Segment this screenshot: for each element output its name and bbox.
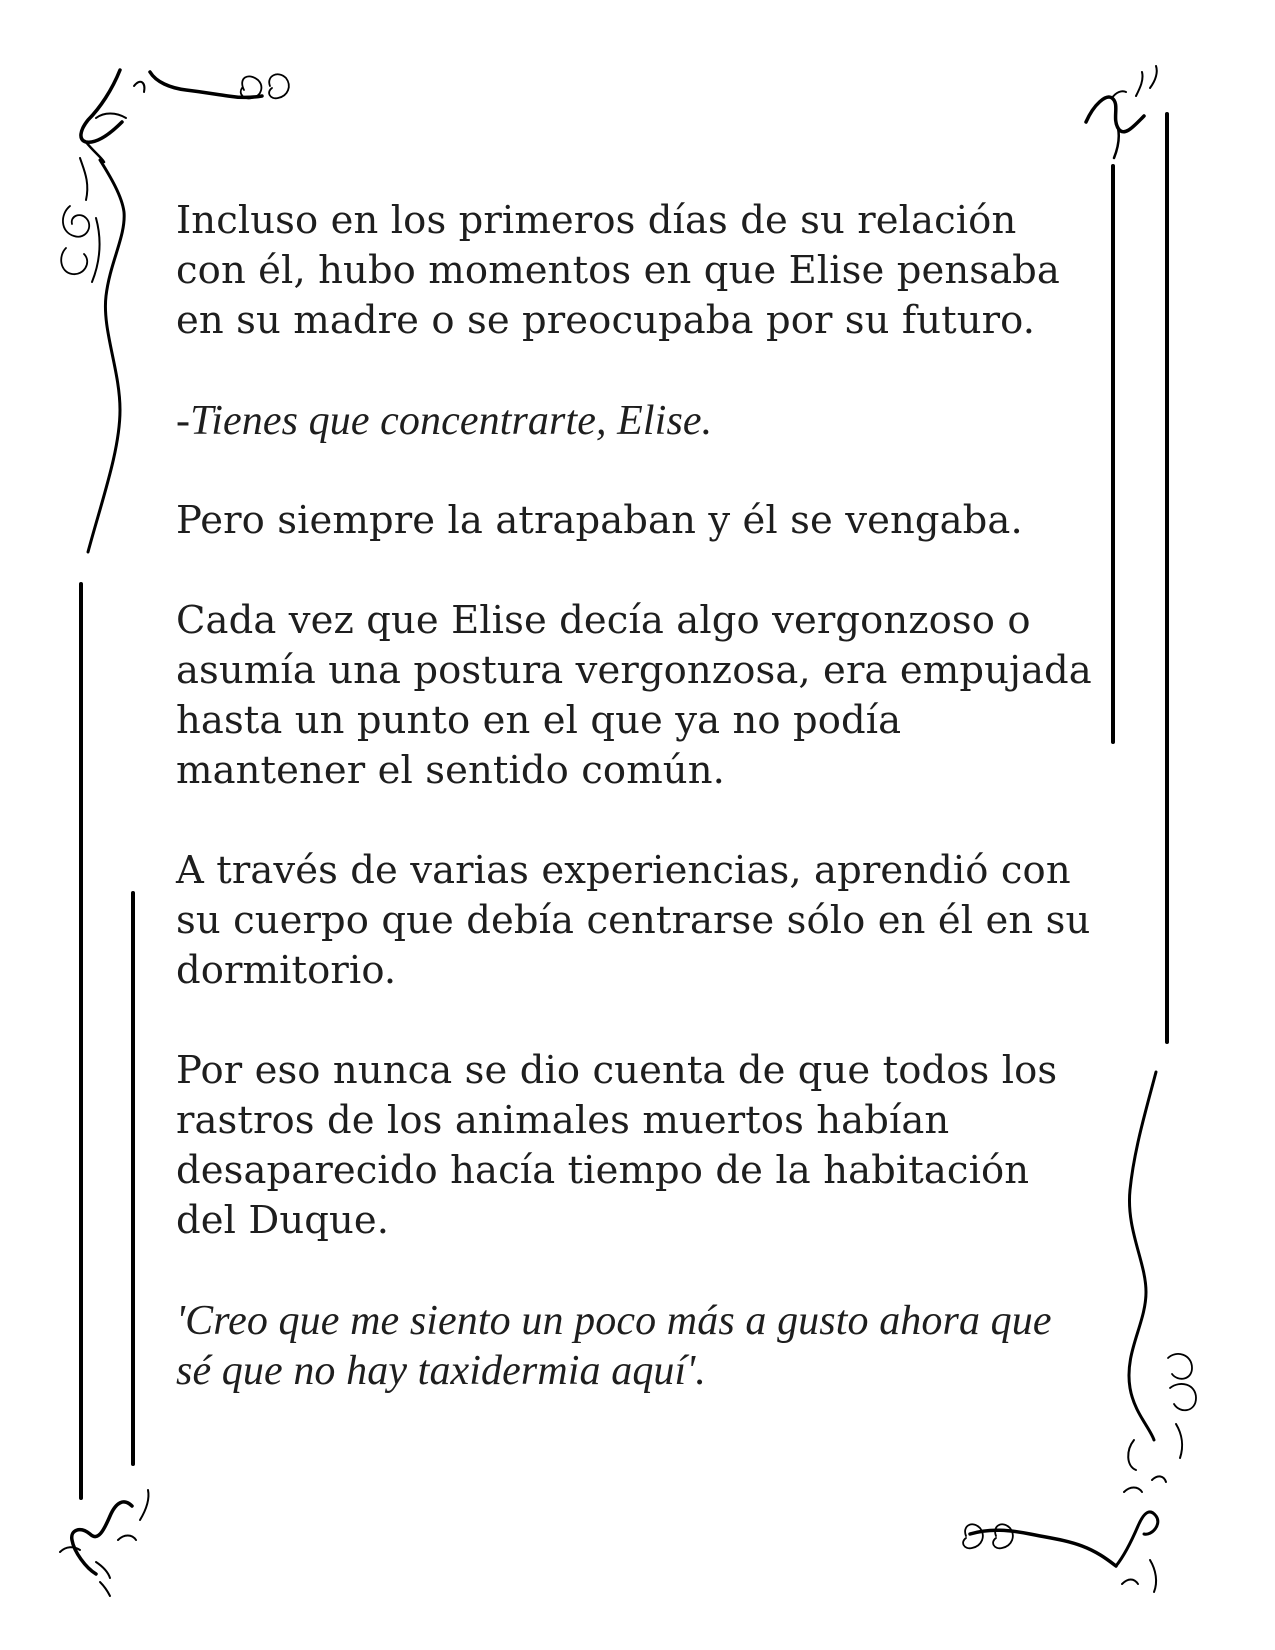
paragraph-1: Incluso en los primeros días de su relación con él, hubo momentos en que Elise pensaba en su madre o se preocupaba por su futuro. [176, 198, 1060, 343]
top-right-flourish-icon [1086, 66, 1157, 158]
paragraph-7-thought: 'Creo que me siento un poco más a gusto ahora que sé que no hay taxidermia aquí'. [176, 1298, 1052, 1394]
paragraph-5: A través de varias experiencias, aprendió con su cuerpo que debía centrarse sólo en él en su dormitorio. [176, 848, 1091, 993]
paragraph-4: Cada vez que Elise decía algo vergonzoso o asumía una postura vergonzosa, era empujada hasta un punto en el que ya no podía mantener el sentido común. [176, 598, 1092, 793]
bottom-left-flourish-icon [60, 1490, 149, 1596]
story-text [176, 196, 1096, 1396]
paragraph-3: Pero siempre la atrapaban y él se vengaba. [176, 498, 1023, 543]
paragraph-6: Por eso nunca se dio cuenta de que todos los rastros de los animales muertos habían desaparecido hacía tiempo de la habitación del Duque. [176, 1048, 1058, 1243]
paragraph-2-dialogue: -Tienes que concentrarte, Elise. [176, 398, 713, 444]
